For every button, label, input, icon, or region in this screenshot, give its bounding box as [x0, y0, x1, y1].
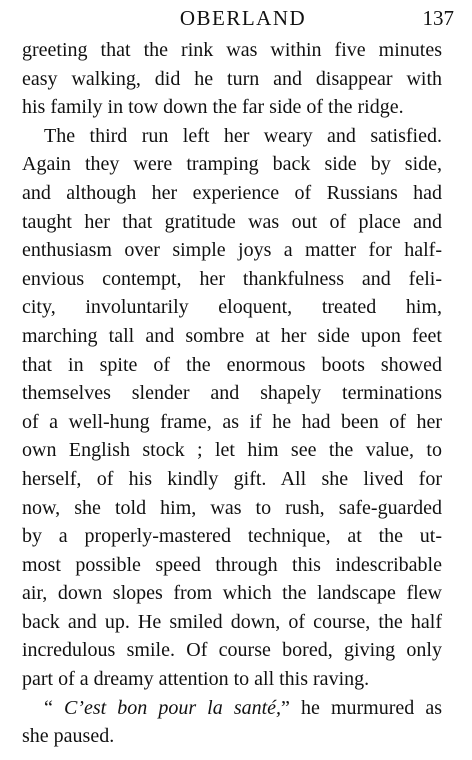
italic-quote: C’est bon pour la santé, — [63, 696, 282, 719]
close-quote: ” — [281, 696, 290, 719]
text-line: greeting that the rink was within five minutes — [22, 39, 442, 61]
text-line: taught her that gratitude was out of place and — [22, 210, 442, 233]
body-text — [22, 36, 442, 751]
text-line: most possible speed through this indescribable — [22, 553, 442, 576]
text-line: and although her experience of Russians had — [22, 181, 442, 204]
text-line: incredulous smile. Of course bored, giving only — [22, 639, 442, 662]
text-line: now, she told him, was to rush, safe-guarded — [22, 496, 442, 519]
text-line: part of a dreamy attention to all this raving. — [22, 668, 370, 691]
running-title: OBERLAND — [179, 6, 307, 30]
open-quote: “ — [44, 696, 53, 719]
quote-line — [22, 694, 442, 723]
text-line: herself, of his kindly gift. All she lived for — [22, 467, 442, 490]
text-line: she paused. — [22, 725, 115, 748]
text-line: his family in tow down the far side of the ridge. — [22, 96, 404, 119]
text-line: marching tall and sombre at her side upon feet — [22, 324, 442, 347]
text-line: city, involuntarily eloquent, treated him, — [22, 296, 442, 319]
text-line: enthusiasm over simple joys a matter for half- — [22, 239, 442, 262]
text-line: envious contempt, her thankfulness and feli- — [22, 267, 442, 290]
running-head — [22, 5, 454, 31]
text-line: themselves slender and shapely terminations — [22, 382, 442, 405]
text-line: own English stock ; let him see the value, to — [22, 439, 442, 462]
text-line: air, down slopes from which the landscape flew — [22, 582, 442, 605]
text-line: Again they were tramping back side by side, — [22, 153, 442, 176]
text-line: that in spite of the enormous boots showed — [22, 353, 442, 376]
text-line: easy walking, did he turn and disappear with — [22, 67, 442, 90]
text-line: back and up. He smiled down, of course, the half — [22, 610, 442, 633]
text-line: The third run left her weary and satisfied. — [44, 124, 442, 147]
quote-tail: he murmured as — [301, 696, 442, 719]
page-number: 137 — [422, 6, 454, 30]
text-line: by a properly-mastered technique, at the ut- — [22, 525, 442, 548]
text-line: of a well-hung frame, as if he had been of her — [22, 410, 442, 433]
